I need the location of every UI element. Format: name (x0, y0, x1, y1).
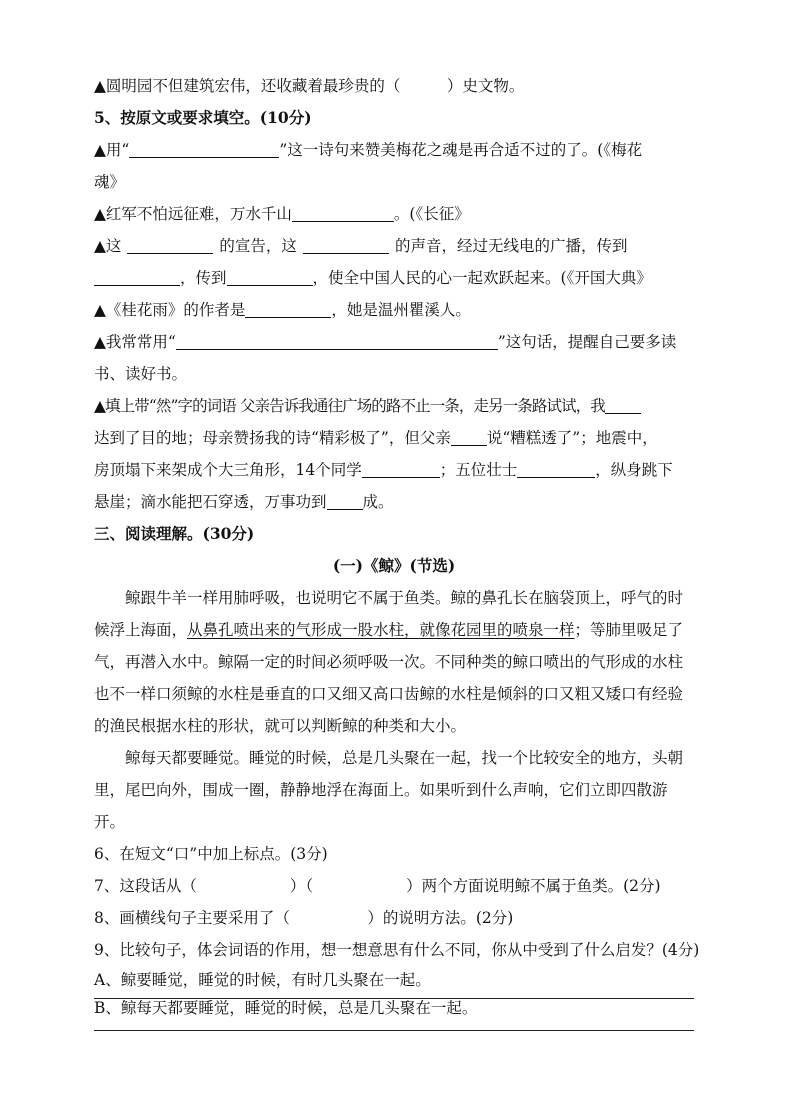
question-line-ran-3: 房顶塌下来架成个大三角形，14个同学 ；五位壮士 ，纵身跳下 (94, 461, 673, 479)
answer-blank[interactable] (292, 203, 394, 222)
answer-blank[interactable] (129, 139, 279, 158)
question-line-dushu-cont: 书、读好书。 (94, 365, 188, 383)
question-line-yuanmingyuan: ▲圆明园不但建筑宏伟，还收藏着最珍贵的（ ）史文物。 (94, 77, 525, 95)
answer-blank[interactable] (327, 491, 363, 510)
question-line-meihua: ▲用“ ”这一诗句来赞美梅花之魂是再合适不过的了。(《梅花 (94, 141, 643, 159)
question-line-ran-2: 达到了目的地；母亲赞扬我的诗“精彩极了”，但父亲 说“糟糕透了”；地震中， (94, 429, 658, 447)
question-line-ran-4: 悬崖；滴水能把石穿透，万事功到 成。 (94, 493, 394, 511)
answer-blank[interactable] (303, 235, 389, 254)
answer-blank[interactable] (176, 331, 498, 350)
answer-blank[interactable] (227, 267, 313, 286)
question-line-kaiguo-cont: ，传到 ，使全中国人民的心一起欢跃起来。(《开国大典》 (94, 262, 694, 294)
answer-writing-line[interactable] (94, 1030, 694, 1031)
answer-blank[interactable] (245, 299, 331, 318)
passage-paragraph-2: 鲸每天都要睡觉。睡觉的时候，总是几头聚在一起，找一个比较安全的地方，头朝里，尾巴向外，围成一圈，静静地浮在海面上。如果听到什么声响，它们立即四散游开。 (94, 749, 684, 831)
passage-paragraph-1: 鲸跟牛羊一样用肺呼吸，也说明它不属于鱼类。鲸的鼻孔长在脑袋顶上，呼气的时候浮上海面，从鼻孔喷出来的气形成一股水柱，就像花园里的喷泉一样；等肺里吸足了气，再潜入水中。鲸隔一定的时间必须呼吸一次。不同种类的鲸口喷出的气形成的水柱也不一样口须鲸的水柱是垂直的口又细又高口齿鲸的水柱是倾斜的口又粗又矮口有经验的渔民根据水柱的形状，就可以判断鲸的种类和大小。 (94, 589, 684, 735)
question-7: 7、这段话从（ ）（ ）两个方面说明鲸不属于鱼类。(2分) (94, 877, 661, 895)
question-9-option-a: A、鲸要睡觉，睡觉的时候，有时几头聚在一起。 (94, 971, 431, 989)
question-line-meihua-cont: 魂》 (94, 173, 126, 191)
underlined-sentence: 从鼻孔喷出来的气形成一股水柱，就像花园里的喷泉一样 (187, 621, 575, 639)
answer-blank[interactable] (605, 395, 641, 414)
answer-blank[interactable] (127, 235, 213, 254)
question-6: 6、在短文“口”中加上标点。(3分) (94, 845, 328, 863)
question-9: 9、比较句子，体会词语的作用，想一想意思有什么不同，你从中受到了什么启发？(4分) (94, 941, 700, 959)
question-9-option-b: B、鲸每天都要睡觉，睡觉的时候，总是几头聚在一起。 (94, 999, 478, 1017)
question-line-guihuayu: ▲《桂花雨》的作者是 ，她是温州瞿溪人。 (94, 301, 471, 319)
question-8: 8、画横线句子主要采用了（ ）的说明方法。(2分) (94, 909, 514, 927)
answer-blank[interactable] (451, 427, 487, 446)
section-heading-reading: 三、阅读理解。(30分) (94, 524, 255, 543)
question-line-ran: ▲填上带“然”字的词语 父亲告诉我通往广场的路不止一条，走另一条路试试，我 (94, 390, 694, 422)
exam-page (94, 70, 700, 1022)
answer-blank[interactable] (94, 267, 180, 286)
answer-writing-line[interactable] (94, 998, 694, 999)
section-heading-5: 5、按原文或要求填空。(10分) (94, 108, 312, 127)
question-line-kaiguo: ▲这 的宣告，这 的声音，经过无线电的广播，传到 (94, 237, 628, 255)
answer-blank[interactable] (362, 459, 440, 478)
answer-blank[interactable] (517, 459, 595, 478)
question-line-dushu: ▲我常常用“ ”这句话，提醒自己要多读 (94, 333, 677, 351)
question-line-changzheng: ▲红军不怕远征难，万水千山 。(《长征》 (94, 205, 470, 223)
passage-title: (一)《鲸》(节选) (332, 556, 456, 575)
